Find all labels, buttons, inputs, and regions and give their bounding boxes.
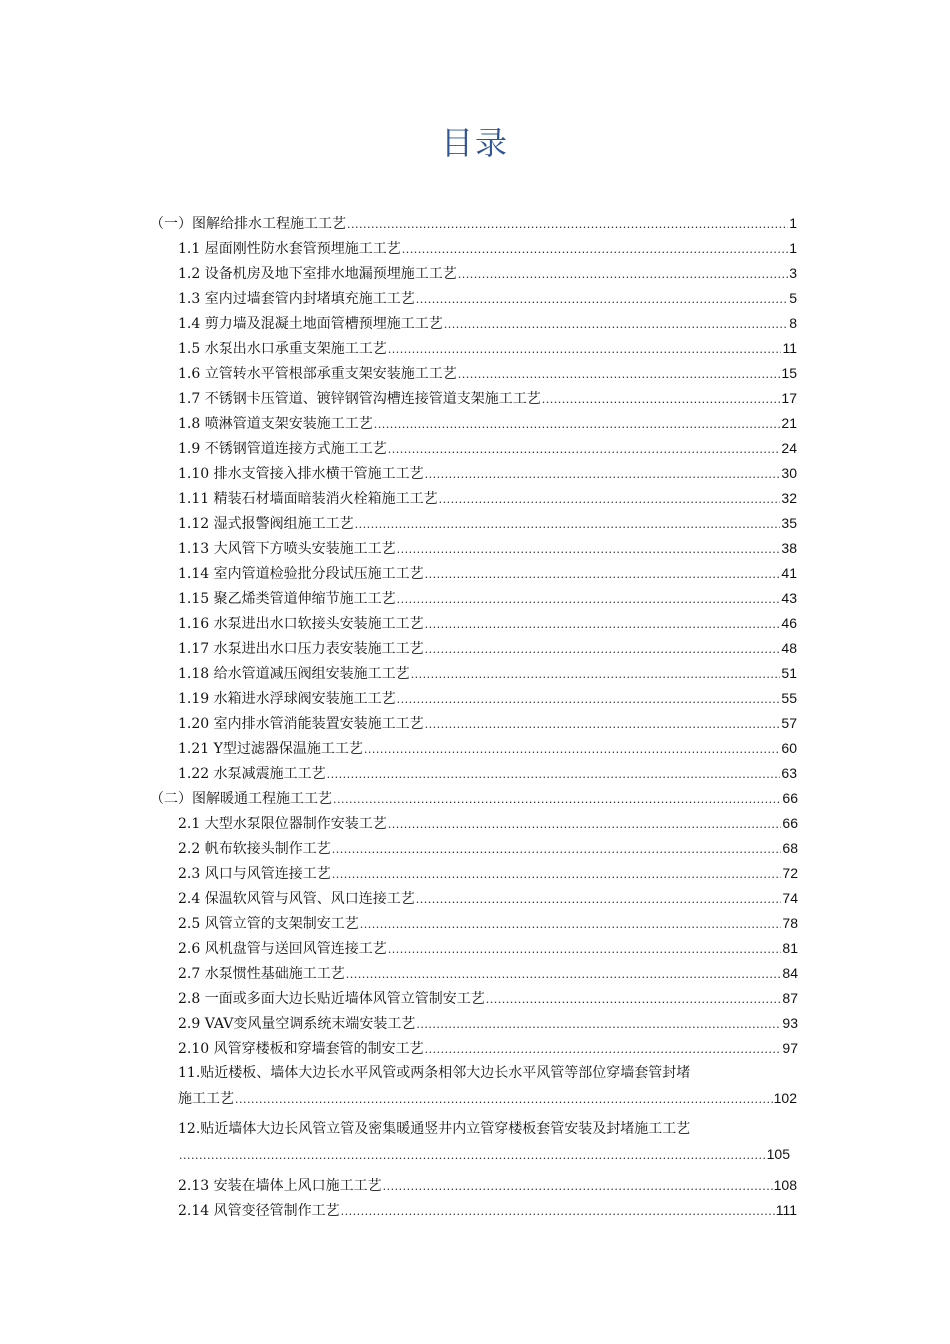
toc-entry-title: 1.11 精装石材墙面暗装消火栓箱施工工艺 <box>178 491 438 507</box>
toc-entry[interactable] <box>178 1089 797 1109</box>
toc-entry-title: 1.3 室内过墙套管内封堵填充施工工艺 <box>178 291 415 307</box>
toc-entry-page: 97 <box>782 1040 798 1056</box>
toc-entry[interactable] <box>178 1014 798 1034</box>
page-title: 目录 <box>440 124 509 162</box>
toc-entry[interactable] <box>178 689 797 709</box>
toc-entry[interactable] <box>178 664 797 684</box>
toc-entry[interactable] <box>178 289 797 309</box>
toc-entry[interactable] <box>178 839 798 859</box>
toc-entry[interactable] <box>178 989 798 1009</box>
toc-entry[interactable] <box>178 614 797 634</box>
dot-leader <box>388 941 782 959</box>
dot-leader <box>355 516 781 534</box>
toc-entry-title: 2.6 风机盘管与送回风管连接工艺 <box>178 941 387 957</box>
toc-entry-page: 84 <box>782 965 798 981</box>
toc-entry[interactable] <box>178 1145 790 1165</box>
toc-entry-title: 2.7 水泵惯性基础施工工艺 <box>178 966 345 982</box>
toc-entry-title: 1.14 室内管道检验批分段试压施工工艺 <box>178 566 424 582</box>
toc-entry-page: 3 <box>789 265 797 281</box>
toc-entry[interactable] <box>150 789 798 809</box>
dot-leader <box>374 416 781 434</box>
toc-entry[interactable] <box>178 314 797 334</box>
toc-entry-page: 66 <box>782 790 798 806</box>
toc-entry-title: 1.16 水泵进出水口软接头安装施工工艺 <box>178 616 424 632</box>
toc-entry-title: 1.2 设备机房及地下室排水地漏预埋施工工艺 <box>178 266 457 282</box>
toc-entry-title: 2.13 安装在墙体上风口施工工艺 <box>178 1178 382 1194</box>
toc-entry-page: 74 <box>782 890 798 906</box>
toc-entry-title: 1.6 立管转水平管根部承重支架安装施工工艺 <box>178 366 457 382</box>
toc-entry-title: 2.1 大型水泵限位器制作安装工艺 <box>178 816 387 832</box>
toc-entry[interactable] <box>178 639 797 659</box>
toc-entry-title[interactable]: 12.贴近墙体大边长风管立管及密集暖通竖井内立管穿楼板套管安装及封堵施工工艺 <box>178 1121 691 1137</box>
dot-leader <box>397 541 781 559</box>
toc-entry[interactable] <box>178 339 797 359</box>
toc-entry[interactable] <box>178 714 797 734</box>
dot-leader <box>458 366 781 384</box>
toc-entry-page: 57 <box>781 715 797 731</box>
toc-entry[interactable] <box>178 414 797 434</box>
toc-entry-page: 35 <box>781 515 797 531</box>
toc-entry-page: 30 <box>781 465 797 481</box>
toc-entry[interactable] <box>178 939 798 959</box>
toc-entry[interactable] <box>178 389 797 409</box>
dot-leader <box>397 691 781 709</box>
toc-entry-page: 60 <box>781 740 797 756</box>
toc-entry-page: 105 <box>766 1146 790 1162</box>
toc-entry[interactable] <box>178 1039 798 1059</box>
toc-entry-page: 1 <box>789 215 797 231</box>
toc-entry-title: 1.5 水泵出水口承重支架施工工艺 <box>178 341 387 357</box>
dot-leader <box>346 966 782 984</box>
toc-entry-page: 68 <box>782 840 798 856</box>
dot-leader <box>439 491 781 509</box>
toc-entry-page: 24 <box>781 440 797 456</box>
toc-entry-title[interactable]: 11.贴近楼板、墙体大边长水平风管或两条相邻大边长水平风管等部位穿墙套管封堵 <box>178 1065 691 1081</box>
dot-leader <box>360 916 782 934</box>
toc-entry-page: 21 <box>781 415 797 431</box>
toc-entry-title: 1.8 喷淋管道支架安装施工工艺 <box>178 416 373 432</box>
toc-entry[interactable] <box>178 264 797 284</box>
toc-entry-page: 46 <box>781 615 797 631</box>
toc-entry-title: 1.18 给水管道减压阀组安装施工工艺 <box>178 666 410 682</box>
toc-entry-title: 2.8 一面或多面大边长贴近墙体风管立管制安工艺 <box>178 991 485 1007</box>
toc-entry-title: 2.9 VAV变风量空调系统末端安装工艺 <box>178 1016 416 1032</box>
toc-entry-page: 66 <box>782 815 798 831</box>
toc-entry-title: 2.4 保温软风管与风管、风口连接工艺 <box>178 891 415 907</box>
toc-entry[interactable] <box>178 814 798 834</box>
toc-entry[interactable] <box>178 1176 797 1196</box>
dot-leader <box>235 1091 773 1109</box>
toc-entry-page: 111 <box>775 1202 797 1218</box>
dot-leader <box>383 1178 773 1196</box>
toc-entry-title: 1.17 水泵进出水口压力表安装施工工艺 <box>178 641 424 657</box>
toc-entry-page: 15 <box>781 365 797 381</box>
toc-entry-page: 8 <box>789 315 797 331</box>
toc-entry-title: 1.9 不锈钢管道连接方式施工工艺 <box>178 441 387 457</box>
dot-leader <box>347 216 788 234</box>
toc-entry-title: 1.7 不锈钢卡压管道、镀锌钢管沟槽连接管道支架施工工艺 <box>178 391 541 407</box>
toc-entry[interactable] <box>178 889 798 909</box>
toc-entry[interactable] <box>178 439 797 459</box>
dot-leader <box>425 1041 782 1059</box>
toc-entry-page: 38 <box>781 540 797 556</box>
toc-entry-page: 81 <box>782 940 798 956</box>
toc-entry-page: 93 <box>782 1015 798 1031</box>
toc-entry-page: 48 <box>781 640 797 656</box>
toc-entry-title: 2.5 风管立管的支架制安工艺 <box>178 916 359 932</box>
toc-entry-title: 1.10 排水支管接入排水横干管施工工艺 <box>178 466 424 482</box>
toc-entry-page: 17 <box>781 390 797 406</box>
dot-leader <box>364 741 781 759</box>
toc-entry[interactable] <box>178 364 797 384</box>
toc-entry-title: 1.21 Y型过滤器保温施工工艺 <box>178 741 363 757</box>
toc-entry-title: （二）图解暖通工程施工工艺 <box>150 791 332 807</box>
toc-entry[interactable] <box>178 764 797 784</box>
toc-entry[interactable] <box>178 589 797 609</box>
dot-leader <box>397 591 781 609</box>
toc-entry[interactable] <box>178 239 797 259</box>
dot-leader <box>388 816 782 834</box>
toc-entry[interactable] <box>178 539 797 559</box>
toc-entry-page: 43 <box>781 590 797 606</box>
dot-leader <box>458 266 788 284</box>
toc-entry-page: 55 <box>781 690 797 706</box>
dot-leader <box>416 1016 781 1034</box>
dot-leader <box>411 666 781 684</box>
toc-entry-page: 32 <box>781 490 797 506</box>
toc-entry-page: 108 <box>773 1177 797 1193</box>
toc-entry-title: 1.12 湿式报警阀组施工工艺 <box>178 516 354 532</box>
toc-entry-page: 5 <box>789 290 797 306</box>
dot-leader <box>425 616 781 634</box>
dot-leader <box>425 716 781 734</box>
toc-entry-title: 1.1 屋面刚性防水套管预埋施工工艺 <box>178 241 401 257</box>
dot-leader <box>388 341 782 359</box>
dot-leader <box>444 316 788 334</box>
dot-leader <box>402 241 788 259</box>
toc-entry-page: 11 <box>782 340 797 356</box>
dot-leader <box>425 566 781 584</box>
toc-entry-page: 78 <box>782 915 798 931</box>
toc-entry-title: 1.20 室内排水管消能装置安装施工工艺 <box>178 716 424 732</box>
toc-entry-page: 63 <box>781 765 797 781</box>
toc-entry[interactable] <box>178 864 798 884</box>
toc-entry[interactable] <box>178 1201 797 1221</box>
toc-entry-title: 2.14 风管变径管制作工艺 <box>178 1203 340 1219</box>
toc-entry-title: 施工工艺 <box>178 1091 234 1107</box>
dot-leader <box>542 391 781 409</box>
toc-entry[interactable] <box>150 214 797 234</box>
toc-entry-page: 72 <box>782 865 798 881</box>
dot-leader <box>327 766 781 784</box>
dot-leader <box>332 866 782 884</box>
toc-entry-title: 1.15 聚乙烯类管道伸缩节施工工艺 <box>178 591 396 607</box>
dot-leader <box>416 891 782 909</box>
toc-entry-title: 1.4 剪力墙及混凝土地面管槽预埋施工工艺 <box>178 316 443 332</box>
toc-entry[interactable] <box>178 489 797 509</box>
toc-entry-page: 1 <box>789 240 797 256</box>
dot-leader <box>388 441 781 459</box>
dot-leader <box>332 841 782 859</box>
dot-leader <box>425 641 781 659</box>
dot-leader <box>333 791 781 809</box>
toc-entry-title: 1.19 水箱进水浮球阀安装施工工艺 <box>178 691 396 707</box>
toc-entry-title: 1.22 水泵减震施工工艺 <box>178 766 326 782</box>
toc-entry-title: 2.2 帆布软接头制作工艺 <box>178 841 331 857</box>
toc-entry-title: （一）图解给排水工程施工工艺 <box>150 216 346 232</box>
toc-entry[interactable] <box>178 739 797 759</box>
toc-entry[interactable] <box>178 464 797 484</box>
toc-entry[interactable] <box>178 564 797 584</box>
toc-entry-title: 2.10 风管穿楼板和穿墙套管的制安工艺 <box>178 1041 424 1057</box>
toc-entry-page: 87 <box>782 990 798 1006</box>
toc-entry[interactable] <box>178 514 797 534</box>
toc-entry-page: 41 <box>781 565 797 581</box>
dot-leader <box>179 1147 766 1165</box>
dot-leader <box>486 991 782 1009</box>
dot-leader <box>341 1203 775 1221</box>
toc-entry[interactable] <box>178 964 798 984</box>
toc-entry-title: 2.3 风口与风管连接工艺 <box>178 866 331 882</box>
toc-entry-page: 51 <box>781 665 797 681</box>
dot-leader <box>416 291 788 309</box>
toc-entry[interactable] <box>178 914 798 934</box>
dot-leader <box>425 466 781 484</box>
toc-entry-page: 102 <box>773 1090 797 1106</box>
toc-entry-title: 1.13 大风管下方喷头安装施工工艺 <box>178 541 396 557</box>
